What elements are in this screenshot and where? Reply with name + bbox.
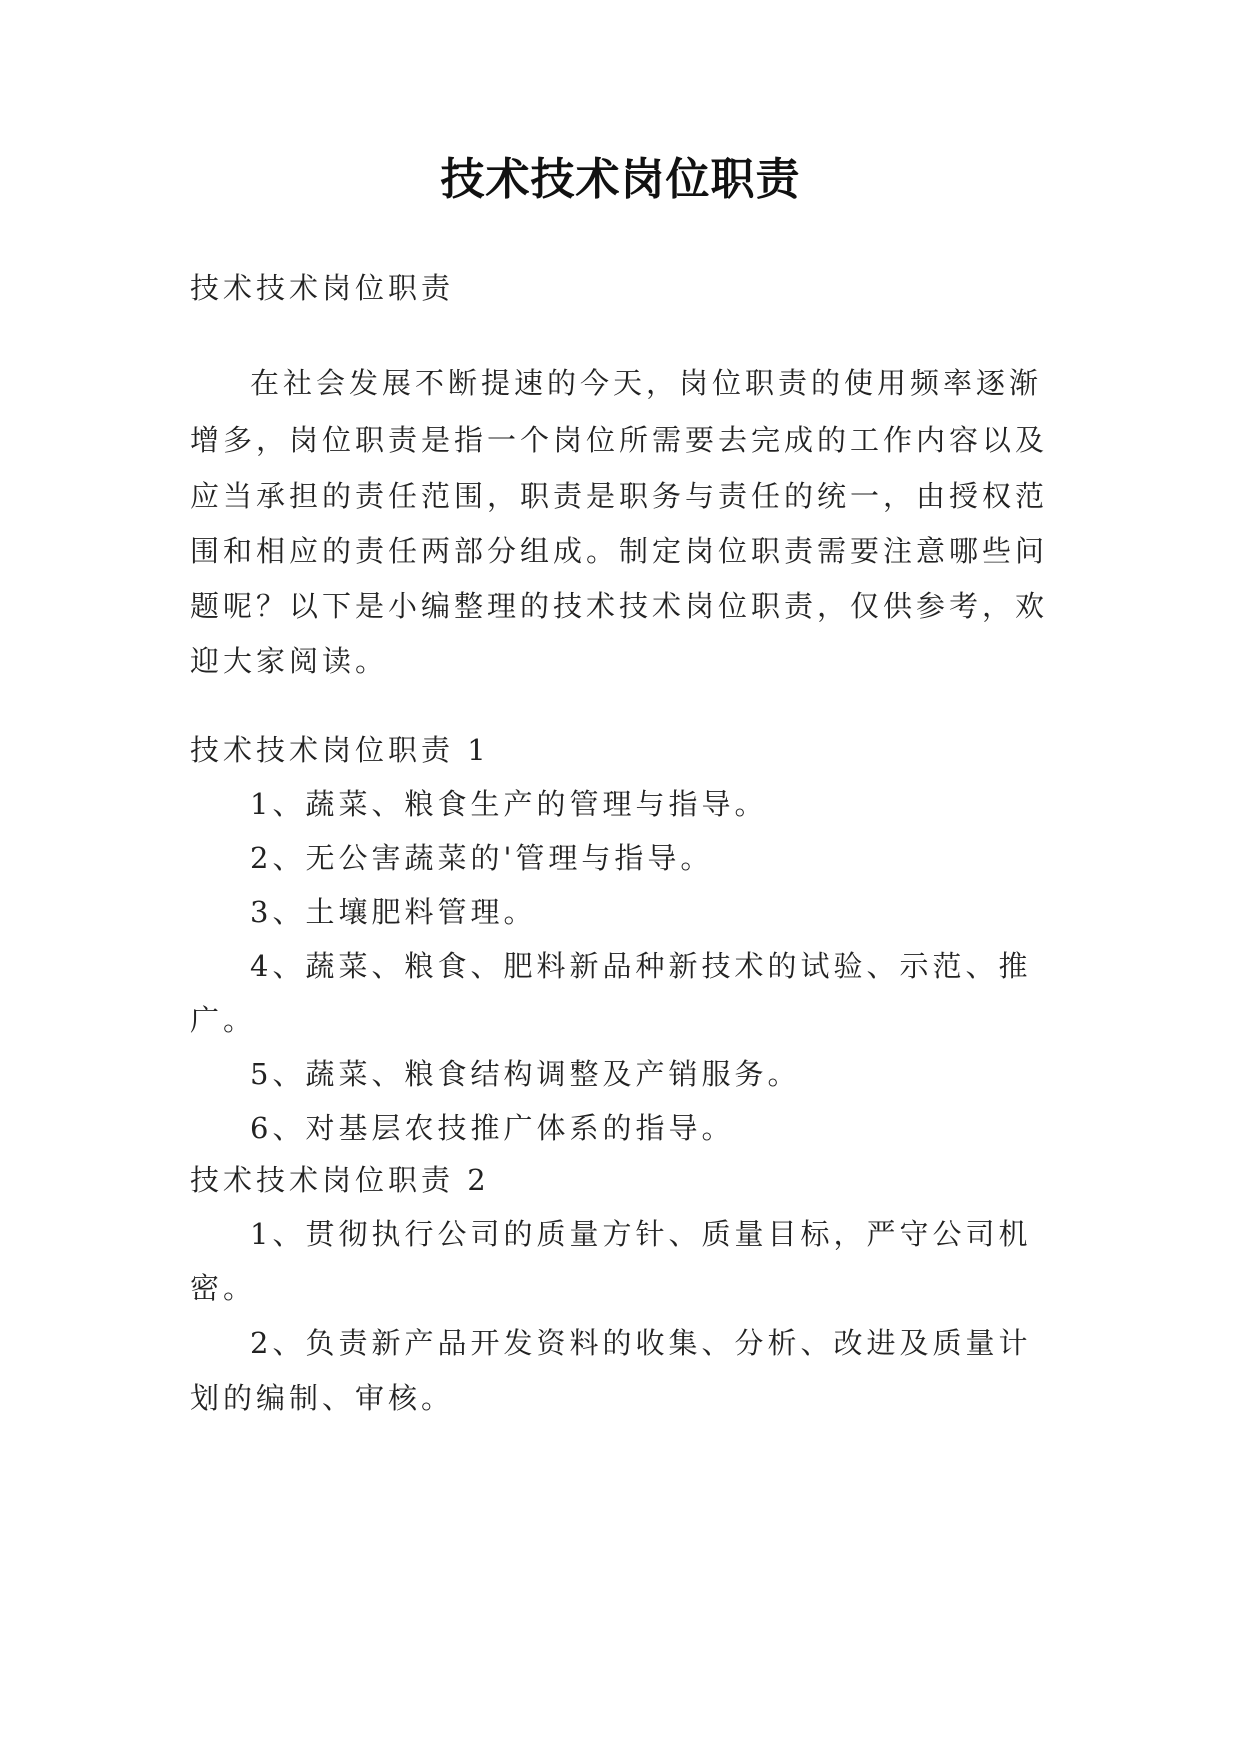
list-item: 3、土壤肥料管理。 <box>250 895 537 929</box>
intro-line: 题呢？以下是小编整理的技术技术岗位职责，仅供参考，欢 <box>190 589 1049 623</box>
list-item-continuation: 密。 <box>190 1271 257 1305</box>
list-item: 5、蔬菜、粮食结构调整及产销服务。 <box>250 1057 801 1091</box>
list-item-continuation: 广。 <box>190 1003 257 1037</box>
section-heading: 技术技术岗位职责 2 <box>190 1163 490 1197</box>
list-item: 2、负责新产品开发资料的收集、分析、改进及质量计 <box>250 1326 1032 1360</box>
document-subtitle: 技术技术岗位职责 <box>190 271 455 305</box>
document-title: 技术技术岗位职责 <box>440 154 801 205</box>
list-item: 1、蔬菜、粮食生产的管理与指导。 <box>250 787 768 821</box>
list-item: 6、对基层农技推广体系的指导。 <box>250 1111 735 1145</box>
list-item: 4、蔬菜、粮食、肥料新品种新技术的试验、示范、推 <box>250 949 1032 983</box>
intro-line: 迎大家阅读。 <box>190 644 389 678</box>
intro-line: 围和相应的责任两部分组成。制定岗位职责需要注意哪些问 <box>190 534 1049 568</box>
list-item-continuation: 划的编制、审核。 <box>190 1381 455 1415</box>
list-item: 2、无公害蔬菜的'管理与指导。 <box>250 841 714 875</box>
intro-line: 应当承担的责任范围，职责是职务与责任的统一，由授权范 <box>190 479 1049 513</box>
intro-line: 增多，岗位职责是指一个岗位所需要去完成的工作内容以及 <box>190 423 1049 457</box>
intro-line: 在社会发展不断提速的今天，岗位职责的使用频率逐渐 <box>250 366 1043 400</box>
section-heading: 技术技术岗位职责 1 <box>190 733 490 767</box>
list-item: 1、贯彻执行公司的质量方针、质量目标，严守公司机 <box>250 1217 1032 1251</box>
